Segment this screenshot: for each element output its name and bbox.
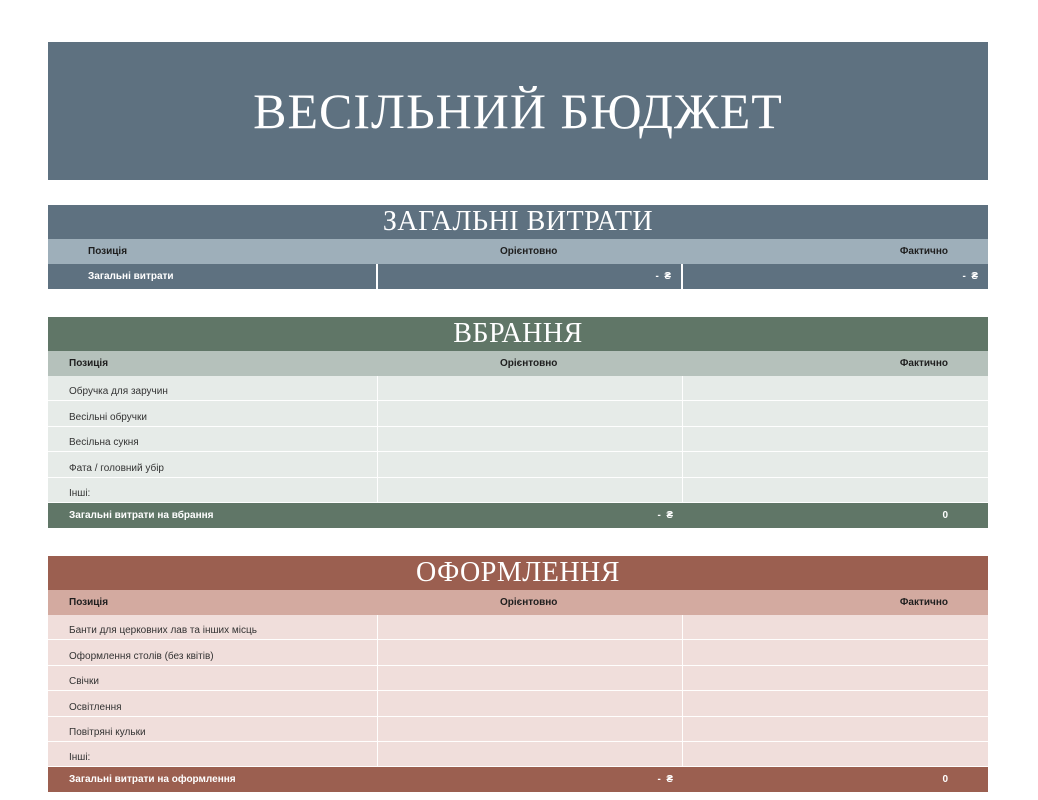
item-label: Повітряні кульки xyxy=(69,726,146,738)
item-cell[interactable] xyxy=(48,742,378,767)
column-header-item: Позиція xyxy=(88,246,128,257)
estimated-cell[interactable] xyxy=(378,640,683,665)
actual-cell[interactable] xyxy=(683,742,988,767)
total-actual-value: 0 xyxy=(942,509,948,521)
actual-cell[interactable] xyxy=(683,376,988,401)
item-label: Оформлення столів (без квітів) xyxy=(69,650,214,662)
actual-cell[interactable] xyxy=(683,615,988,640)
total-label-cell[interactable] xyxy=(48,264,378,289)
item-label: Свічки xyxy=(69,676,99,688)
item-label: Фата / головний убір xyxy=(69,462,164,474)
total-estimated-cell[interactable] xyxy=(378,503,683,528)
item-cell[interactable] xyxy=(48,666,378,691)
column-header-item: Позиція xyxy=(69,597,109,608)
item-label: Весільна сукня xyxy=(69,437,139,449)
item-cell[interactable] xyxy=(48,691,378,716)
column-header-row xyxy=(48,351,988,376)
table-row xyxy=(48,717,988,742)
total-estimated-value: - ₴ xyxy=(655,271,671,282)
total-label: Загальні витрати на вбрання xyxy=(69,509,214,521)
table-row xyxy=(48,691,988,716)
column-header-row xyxy=(48,590,988,615)
table-row xyxy=(48,427,988,452)
estimated-cell[interactable] xyxy=(378,717,683,742)
table-row xyxy=(48,742,988,767)
item-label: Освітлення xyxy=(69,701,122,713)
title-banner xyxy=(48,42,988,180)
total-row xyxy=(48,264,988,289)
table-row xyxy=(48,478,988,503)
estimated-cell[interactable] xyxy=(378,742,683,767)
item-cell[interactable] xyxy=(48,427,378,452)
total-label-cell[interactable] xyxy=(48,767,378,792)
total-actual-cell[interactable] xyxy=(683,767,988,792)
table-row xyxy=(48,401,988,426)
total-row xyxy=(48,503,988,528)
table-row xyxy=(48,666,988,691)
item-cell[interactable] xyxy=(48,615,378,640)
actual-cell[interactable] xyxy=(683,401,988,426)
total-label-cell[interactable] xyxy=(48,503,378,528)
estimated-cell[interactable] xyxy=(378,376,683,401)
column-header-estimated: Орієнтовно xyxy=(500,597,558,608)
actual-cell[interactable] xyxy=(683,691,988,716)
column-header-item: Позиція xyxy=(69,358,109,369)
total-row xyxy=(48,767,988,792)
table-row xyxy=(48,376,988,401)
actual-cell[interactable] xyxy=(683,717,988,742)
item-label: Обручка для заручин xyxy=(69,386,168,398)
estimated-cell[interactable] xyxy=(378,691,683,716)
item-label: Банти для церковних лав та інших місць xyxy=(69,625,257,637)
column-header-actual: Фактично xyxy=(899,246,948,257)
section-title: ОФОРМЛЕННЯ xyxy=(48,556,988,590)
table-row xyxy=(48,615,988,640)
decor-section xyxy=(48,556,988,792)
column-header-actual: Фактично xyxy=(899,358,948,369)
total-actual-value: 0 xyxy=(942,774,948,786)
item-label: Весільні обручки xyxy=(69,411,147,423)
actual-cell[interactable] xyxy=(683,427,988,452)
actual-cell[interactable] xyxy=(683,640,988,665)
table-row xyxy=(48,640,988,665)
column-header-row xyxy=(48,239,988,264)
column-header-estimated: Орієнтовно xyxy=(500,358,558,369)
estimated-cell[interactable] xyxy=(378,666,683,691)
estimated-cell[interactable] xyxy=(378,401,683,426)
total-actual-cell[interactable] xyxy=(683,264,988,289)
total-estimated-value: - ₴ xyxy=(657,509,673,521)
estimated-cell[interactable] xyxy=(378,452,683,477)
column-header-actual: Фактично xyxy=(899,597,948,608)
estimated-cell[interactable] xyxy=(378,427,683,452)
section-title: ЗАГАЛЬНІ ВИТРАТИ xyxy=(48,205,988,239)
item-cell[interactable] xyxy=(48,478,378,503)
item-cell[interactable] xyxy=(48,452,378,477)
actual-cell[interactable] xyxy=(683,478,988,503)
total-estimated-value: - ₴ xyxy=(657,774,673,786)
total-label: Загальні витрати на оформлення xyxy=(69,774,236,786)
attire-section xyxy=(48,317,988,528)
item-label: Інші: xyxy=(69,752,91,764)
column-header-estimated: Орієнтовно xyxy=(500,246,558,257)
estimated-cell[interactable] xyxy=(378,615,683,640)
total-actual-cell[interactable] xyxy=(683,503,988,528)
page-title: ВЕСІЛЬНИЙ БЮДЖЕТ xyxy=(253,83,783,139)
actual-cell[interactable] xyxy=(683,666,988,691)
section-title: ВБРАННЯ xyxy=(48,317,988,351)
item-cell[interactable] xyxy=(48,640,378,665)
general-expenses-section xyxy=(48,205,988,289)
total-estimated-cell[interactable] xyxy=(378,767,683,792)
total-label: Загальні витрати xyxy=(88,271,174,282)
estimated-cell[interactable] xyxy=(378,478,683,503)
item-cell[interactable] xyxy=(48,717,378,742)
total-estimated-cell[interactable] xyxy=(378,264,683,289)
table-row xyxy=(48,452,988,477)
total-actual-value: - ₴ xyxy=(962,271,978,282)
item-cell[interactable] xyxy=(48,401,378,426)
actual-cell[interactable] xyxy=(683,452,988,477)
item-label: Інші: xyxy=(69,487,91,499)
item-cell[interactable] xyxy=(48,376,378,401)
